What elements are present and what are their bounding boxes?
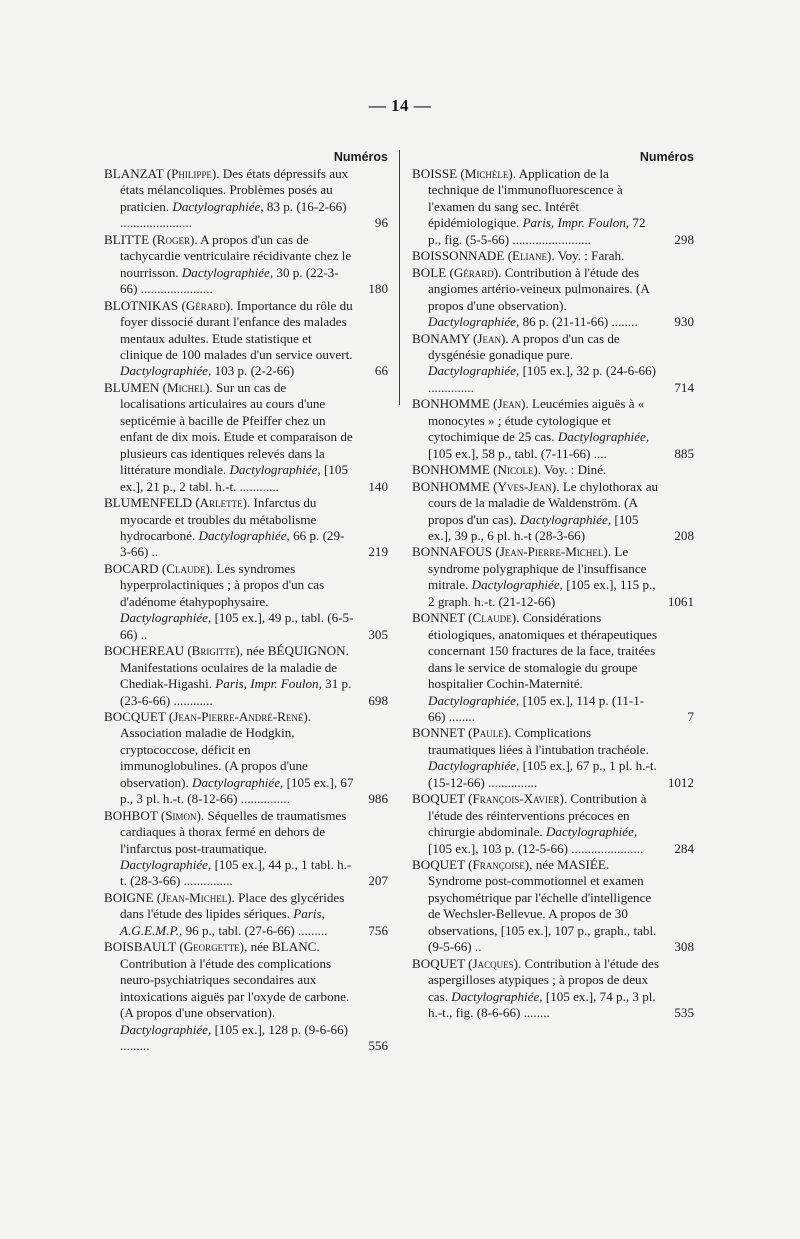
- entry-author-first-name: (Yves-Jean).: [493, 478, 560, 494]
- entry-number: 284: [674, 840, 694, 856]
- entry-publisher: Dactylographiée,: [198, 527, 290, 543]
- entry-details: 96 p., tabl. (27-6-66) .........: [185, 922, 328, 938]
- bibliography-entry: [412, 265, 694, 331]
- bibliography-entry: [412, 479, 694, 545]
- entry-publisher: Dactylographiée,: [428, 363, 520, 379]
- entry-publisher: Dactylographiée,: [545, 824, 638, 840]
- bibliography-entry: [104, 495, 388, 561]
- entry-publisher: Dactylographiée,: [181, 264, 274, 280]
- bibliography-entry: [104, 298, 388, 380]
- entry-details: [105 ex.], 128 p. (9-6-66) .........: [120, 1021, 349, 1054]
- entry-publisher: Dactylographiée,: [120, 610, 212, 626]
- entry-author-first-name: (Michèle).: [460, 166, 517, 181]
- entry-title: Séquelles de traumatismes cardiaques à thorax fermé en dehors de l'infarctus post-traumatique.: [120, 807, 347, 856]
- bibliography-entry: [412, 166, 694, 248]
- entry-details: 31 p. (23-6-66) ............: [120, 676, 352, 708]
- entry-details: [105 ex.], 114 p. (11-1-66) ........: [428, 692, 645, 724]
- entry-title: Application de la technique de l'immunofluorescence à l'examen du sang sec. Intérêt épidémiologique.: [428, 166, 623, 231]
- entry-details: [105 ex.], 21 p., 2 tabl. h.-t. ............: [120, 462, 349, 494]
- entry-number: 885: [674, 445, 694, 461]
- entry-number: 180: [368, 281, 388, 297]
- entry-title: Les syndromes hyperprolactiniques ; à propos d'un cas d'adénome étahypophysaire.: [120, 560, 325, 609]
- entry-author-surname: BOISSE: [412, 166, 458, 181]
- entry-author-surname: BONNET: [412, 610, 465, 626]
- entry-author-first-name: (Arlette).: [195, 495, 251, 511]
- entry-author-first-name: (Nicole).: [493, 462, 542, 478]
- entry-number: 308: [674, 939, 694, 955]
- entry-title: Leucémies aiguës à « monocytes » ; étude cytologique et cytochimique de 25 cas.: [428, 396, 645, 445]
- entry-publisher: Dactylographiée,: [192, 774, 284, 790]
- entry-details: [105 ex.], 58 p., tabl. (7-11-66) ....: [428, 445, 607, 461]
- entry-title: Considérations étiologiques, anatomiques et thérapeutiques concernant 150 fractures de la face, traitées dans le service de stomalogie du groupe hospitalier Cochin-Maternité.: [428, 610, 658, 692]
- entry-author-surname: BLITTE: [104, 231, 150, 247]
- entry-publisher: Dactylographiée,: [451, 988, 543, 1004]
- entry-author-surname: BOCQUET: [104, 708, 166, 724]
- entry-publisher: Dactylographiée,: [519, 511, 612, 527]
- entry-number: 208: [674, 527, 694, 543]
- entry-title: Association maladie de Hodgkin, cryptococcose, déficit en immunoglobulines. (A propos d'une observation).: [120, 725, 308, 790]
- entry-author-surname: BONHOMME: [412, 462, 490, 478]
- entry-title: Le chylothorax au cours de la maladie de Waldenström. (A propos d'un cas).: [428, 478, 659, 527]
- entry-number: 986: [368, 791, 388, 807]
- bibliography-entry: [104, 643, 388, 709]
- entry-title: Voy. : Diné.: [544, 462, 607, 478]
- entry-author-surname: BOQUET: [412, 955, 465, 971]
- bibliography-entry: [412, 396, 694, 462]
- entry-details: [105 ex.], 103 p. (12-5-66) ......................: [428, 840, 644, 856]
- entry-details: [105 ex.], 49 p., tabl. (6-5-66) ..: [120, 610, 354, 642]
- entry-number: 207: [368, 873, 388, 889]
- entry-author-first-name: (Eliane).: [507, 248, 555, 264]
- entry-number: 305: [368, 626, 388, 642]
- entry-author-first-name: (Paule).: [468, 725, 512, 741]
- entry-details: [105 ex.], 44 p., 1 tabl. h.-t. (28-3-66) ...............: [120, 857, 352, 889]
- entry-publisher: Dactylographiée,: [428, 758, 520, 774]
- entry-number: 96: [374, 215, 388, 231]
- entry-title: Complications traumatiques liées à l'intubation trachéole.: [428, 725, 649, 757]
- entry-number: 7: [687, 708, 694, 724]
- entry-author-first-name: (Michel).: [162, 379, 213, 395]
- bibliography-entry: [104, 939, 388, 1054]
- entry-title: née BLANC. Contribution à l'étude des complications neuro-psychiatriques secondaires aux intoxications aiguës par l'oxyde de carbone. (A propos d'une observation).: [120, 939, 350, 1021]
- bibliography-entry: [104, 561, 388, 643]
- entry-title: Des états dépressifs aux états mélancoliques. Problèmes posés au praticien.: [120, 166, 349, 214]
- entry-title: Place des glycérides dans l'étude des lipides sériques.: [120, 889, 345, 922]
- entry-title: Infarctus du myocarde et troubles du métabolisme hydrocarboné.: [120, 495, 317, 543]
- entry-author-surname: BOQUET: [412, 791, 465, 807]
- entry-number: 698: [368, 692, 388, 708]
- bibliography-entry: [412, 610, 694, 725]
- entry-title: A propos d'un cas de dysgénésie gonadique pure.: [428, 330, 620, 362]
- entry-author-surname: BOLE: [412, 264, 447, 280]
- entry-details: [105 ex.], 74 p., 3 pl. h.-t., fig. (8-6-66) ........: [428, 988, 656, 1021]
- entry-details: [105 ex.], 39 p., 6 pl. h.-t (28-3-66): [428, 511, 639, 543]
- entry-author-surname: BONHOMME: [412, 478, 490, 494]
- entry-details: [105 ex.], 67 p., 3 pl. h.-t. (8-12-66) ...............: [120, 774, 354, 807]
- entry-author-first-name: (Gérard).: [181, 297, 234, 313]
- bibliography-entry: [412, 462, 694, 478]
- bibliography-entry: [412, 791, 694, 857]
- left-entries: [104, 166, 388, 1054]
- entry-details: 83 p. (16-2-66) ......................: [120, 198, 347, 231]
- entry-title: Importance du rôle du foyer dissocié durant l'enfance des malades mentaux adultes. Etude statistique et clinique de 100 malades d'un service ouvert.: [120, 297, 353, 362]
- entry-author-first-name: (Gérard).: [449, 264, 502, 280]
- entry-author-surname: BOISSONNADE: [412, 248, 505, 264]
- entry-number: 535: [674, 1005, 694, 1021]
- entry-title: Le syndrome polygraphique de l'insuffisance mitrale.: [428, 544, 647, 593]
- entry-title: Sur un cas de localisations articulaires au cours d'une septicémie à bacille de Pfeiffer chez un enfant de dix mois. Etude et comparaison de plusieurs cas identiques relevés dans la littérature mondiale.: [120, 379, 353, 478]
- entry-publisher: Dactylographiée,: [229, 462, 321, 478]
- entry-publisher: Paris, A.G.E.M.P.,: [120, 906, 325, 938]
- entry-author-surname: BONNAFOUS: [412, 544, 493, 560]
- bibliography-entry: [412, 331, 694, 397]
- entry-author-first-name: (Brigitte),: [187, 643, 244, 659]
- entry-author-surname: BOQUET: [412, 857, 465, 873]
- entry-number: 556: [368, 1038, 388, 1054]
- entry-details: [105 ex.], 67 p., 1 pl. h.-t. (15-12-66) ...............: [428, 758, 657, 790]
- entry-number: 714: [674, 379, 694, 395]
- left-column: [104, 148, 388, 1054]
- bibliography-entry: [104, 808, 388, 890]
- entry-author-first-name: (Jean-Pierre-Michel).: [495, 544, 612, 560]
- entry-author-surname: BOCHEREAU: [104, 643, 185, 659]
- entry-author-surname: BONNET: [412, 725, 465, 741]
- entry-author-first-name: (François-Xavier).: [468, 791, 568, 807]
- column-header: Numéros: [639, 150, 694, 164]
- entry-details: 86 p. (21-11-66) ........: [522, 314, 638, 330]
- entry-number: 1061: [667, 593, 694, 609]
- entry-author-surname: BOISBAULT: [104, 939, 177, 955]
- entry-author-first-name: (Jean-Pierre-André-René).: [168, 708, 312, 724]
- entry-author-first-name: (Roger).: [152, 231, 198, 247]
- entry-details: [105 ex.], 115 p., 2 graph. h.-t. (21-12-66): [428, 577, 656, 609]
- entry-author-first-name: (Simon).: [160, 807, 205, 823]
- entry-author-surname: BLOTNIKAS: [104, 297, 179, 313]
- entry-publisher: Dactylographiée,: [428, 692, 520, 708]
- entry-publisher: Dactylographiée,: [120, 857, 212, 873]
- page-number: — 14 —: [368, 96, 432, 115]
- column-header: Numéros: [333, 150, 388, 164]
- entry-author-surname: BLANZAT: [104, 166, 164, 181]
- entry-author-first-name: (Jean).: [473, 330, 509, 346]
- right-entries: [412, 166, 694, 1022]
- entry-number: 298: [674, 231, 694, 247]
- entry-title: Contribution à l'étude des angiomes artério-veineux pulmonaires. (A propos d'une observation).: [428, 264, 650, 313]
- entry-author-first-name: (Claude).: [161, 560, 214, 576]
- entry-publisher: Dactylographiée,: [120, 363, 212, 379]
- entry-publisher: Dactylographiée,: [172, 198, 264, 214]
- entry-publisher: Paris, Impr. Foulon,: [522, 215, 630, 231]
- entry-publisher: Dactylographiée,: [471, 577, 563, 593]
- entry-number: 219: [368, 544, 388, 560]
- bibliography-entry: [412, 544, 694, 610]
- entry-author-surname: BOIGNE: [104, 889, 154, 905]
- entry-title: Contribution à l'étude des réinterventions précoces en chirurgie abdominale.: [428, 791, 647, 840]
- entry-author-first-name: (Jean-Michel).: [156, 889, 235, 905]
- bibliography-entry: [104, 890, 388, 939]
- bibliography-entry: [104, 380, 388, 495]
- entry-author-first-name: (Georgette),: [179, 939, 248, 955]
- entry-author-surname: BLUMENFELD: [104, 495, 193, 511]
- entry-publisher: Dactylographiée,: [428, 314, 520, 330]
- column-divider: [399, 150, 400, 405]
- entry-number: 1012: [667, 774, 694, 790]
- entry-details: 30 p. (22-3-66) ......................: [120, 264, 339, 297]
- entry-number: 756: [368, 922, 388, 938]
- bibliography-entry: [104, 232, 388, 298]
- entry-details: [105 ex.], 32 p. (24-6-66) ..............: [428, 363, 657, 395]
- entry-title: A propos d'un cas de tachycardie ventriculaire récidivante chez le nourrisson.: [120, 231, 352, 280]
- bibliography-entry: [412, 248, 694, 264]
- bibliography-entry: [412, 857, 694, 956]
- bibliography-entry: [412, 956, 694, 1022]
- entry-title: née MASIÉE. Syndrome post-commotionnel et examen psychométrique par l'échelle d'intelligence de Wechsler-Bellevue. A propos de 30 observations, [105 ex.], 107 p., graph., tabl. (9-5-66) ..: [428, 857, 657, 955]
- entry-author-surname: BOHBOT: [104, 807, 158, 823]
- entry-number: 930: [674, 314, 694, 330]
- entry-author-surname: BOCARD: [104, 560, 159, 576]
- entry-publisher: Dactylographiée,: [557, 429, 650, 445]
- bibliography-entry: [412, 725, 694, 791]
- entry-title: née BÉQUIGNON. Manifestations oculaires de la maladie de Chediak-Higashi.: [120, 643, 349, 692]
- entry-details: 72 p., fig. (5-5-66) ........................: [428, 215, 646, 247]
- entry-author-first-name: (Claude).: [468, 610, 520, 626]
- entry-details: 103 p. (2-2-66): [214, 363, 295, 379]
- entry-author-first-name: (Philippe).: [166, 166, 220, 181]
- entry-number: 66: [374, 363, 388, 379]
- entry-author-first-name: (Jacques).: [468, 955, 522, 971]
- bibliography-entry: [104, 709, 388, 808]
- entry-title: Contribution à l'étude des aspergilloses atypiques ; à propos de deux cas.: [428, 955, 659, 1004]
- right-column: [412, 148, 694, 1022]
- entry-author-surname: BONHOMME: [412, 396, 490, 412]
- entry-author-first-name: (Françoise),: [468, 857, 533, 873]
- entry-title: Voy. : Farah.: [557, 248, 625, 264]
- entry-author-surname: BONAMY: [412, 330, 470, 346]
- entry-number: 140: [368, 478, 388, 494]
- entry-author-first-name: (Jean).: [493, 396, 529, 412]
- entry-details: 66 p. (29-3-66) ..: [120, 527, 345, 560]
- bibliography-entry: [104, 166, 388, 232]
- entry-author-surname: BLUMEN: [104, 379, 160, 395]
- entry-publisher: Paris, Impr. Foulon,: [215, 676, 322, 692]
- entry-publisher: Dactylographiée,: [120, 1021, 212, 1037]
